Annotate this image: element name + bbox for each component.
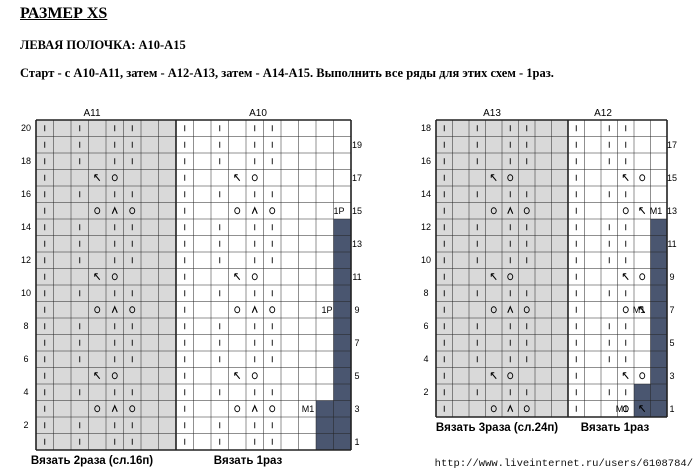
chart-label-a12: A12 xyxy=(594,108,612,119)
yarn-over-mark xyxy=(235,208,240,214)
no-stitch-cell xyxy=(334,252,352,269)
row-number: 1 xyxy=(354,437,360,447)
yarn-over-mark xyxy=(623,307,628,313)
annotation-m1: M1 xyxy=(632,305,646,315)
row-number: 17 xyxy=(666,140,678,150)
instructions-text: Старт - с А10-А11, затем - А12-А13, затем - А14-А15. Выполнить все ряды для этих схем - 1раз. xyxy=(20,66,554,80)
right-chart xyxy=(421,108,677,434)
no-stitch-cell xyxy=(651,351,668,368)
left-chart-grid xyxy=(36,120,351,450)
row-number: 15 xyxy=(351,206,363,216)
no-stitch-cell xyxy=(651,236,668,253)
no-stitch-cell xyxy=(334,335,352,352)
row-number: 5 xyxy=(669,338,675,348)
row-number: 4 xyxy=(423,354,429,364)
section-subtitle: ЛЕВАЯ ПОЛОЧКА: А10-А15 xyxy=(20,38,186,52)
double-decrease-mark xyxy=(252,208,257,214)
annotation-m1: M1 xyxy=(649,206,663,216)
row-number: 2 xyxy=(23,420,29,430)
row-number: 7 xyxy=(354,338,360,348)
row-number: 19 xyxy=(351,140,363,150)
caption-repeat: Вязать 2раза (сл.16п) xyxy=(30,455,154,467)
no-stitch-cell xyxy=(651,368,668,385)
no-stitch-cell xyxy=(334,219,352,236)
left-decrease-mark xyxy=(235,373,240,379)
row-number: 3 xyxy=(669,371,675,381)
left-decrease-mark xyxy=(623,175,628,181)
annotation-1p: 1P xyxy=(333,206,345,216)
yarn-over-mark xyxy=(640,373,645,379)
yarn-over-mark xyxy=(252,175,257,181)
row-number: 6 xyxy=(423,321,429,331)
no-stitch-cell xyxy=(334,269,352,286)
yarn-over-mark xyxy=(623,208,628,214)
caption-once: Вязать 1раз xyxy=(213,455,283,467)
yarn-over-mark xyxy=(640,175,645,181)
row-number: 2 xyxy=(423,387,429,397)
annotation-1p: 1P xyxy=(321,305,333,315)
right-chart-grid xyxy=(436,120,667,417)
row-number: 18 xyxy=(20,156,32,166)
row-number: 7 xyxy=(669,305,675,315)
no-stitch-cell xyxy=(651,318,668,335)
double-decrease-mark xyxy=(252,406,257,412)
left-decrease-mark xyxy=(235,274,240,280)
row-number: 11 xyxy=(352,272,362,282)
annotation-m1: M1 xyxy=(301,404,315,414)
no-stitch-cell xyxy=(334,285,352,302)
no-stitch-cell xyxy=(651,335,668,352)
row-number: 10 xyxy=(420,255,432,265)
yarn-over-mark xyxy=(270,406,275,412)
chart-label-a13: A13 xyxy=(483,108,501,119)
row-number: 16 xyxy=(20,189,32,199)
row-number: 14 xyxy=(20,222,32,232)
no-stitch-cell xyxy=(334,236,352,253)
yarn-over-mark xyxy=(235,307,240,313)
no-stitch-cell xyxy=(334,318,352,335)
yarn-over-mark xyxy=(270,307,275,313)
annotation-m1: M1 xyxy=(615,404,629,414)
yarn-over-mark xyxy=(270,208,275,214)
row-number: 5 xyxy=(354,371,360,381)
yarn-over-mark xyxy=(252,274,257,280)
chart-label-a11: A11 xyxy=(83,108,101,119)
no-stitch-cell xyxy=(334,351,352,368)
no-stitch-cell xyxy=(334,368,352,385)
watermark-url: http://www.liveinternet.ru/users/6108784/ xyxy=(434,458,693,470)
row-number: 17 xyxy=(351,173,363,183)
row-number: 9 xyxy=(669,272,675,282)
left-chart xyxy=(21,108,362,467)
row-number: 1 xyxy=(669,404,675,414)
yarn-over-mark xyxy=(640,274,645,280)
row-number: 15 xyxy=(666,173,678,183)
row-number: 12 xyxy=(420,222,432,232)
no-stitch-cell xyxy=(651,269,668,286)
no-stitch-cell xyxy=(651,302,668,319)
row-number: 20 xyxy=(20,123,32,133)
page-title: РАЗМЕР XS xyxy=(20,5,108,22)
no-stitch-cell xyxy=(651,252,668,269)
row-number: 18 xyxy=(420,123,432,133)
row-number: 9 xyxy=(354,305,360,315)
row-number: 14 xyxy=(420,189,432,199)
row-number: 8 xyxy=(23,321,29,331)
yarn-over-mark xyxy=(252,373,257,379)
no-stitch-cell xyxy=(651,285,668,302)
row-number: 16 xyxy=(420,156,432,166)
row-number: 11 xyxy=(667,239,677,249)
left-decrease-mark xyxy=(623,373,628,379)
row-number: 13 xyxy=(351,239,363,249)
caption-once: Вязать 1раз xyxy=(580,422,650,434)
chart-label-a10: A10 xyxy=(249,108,267,119)
left-decrease-mark xyxy=(235,175,240,181)
row-number: 13 xyxy=(666,206,678,216)
row-number: 4 xyxy=(23,387,29,397)
row-number: 6 xyxy=(23,354,29,364)
no-stitch-cell xyxy=(334,384,352,401)
caption-repeat: Вязать 3раза (сл.24п) xyxy=(435,422,559,434)
no-stitch-cell xyxy=(334,302,352,319)
left-decrease-mark xyxy=(623,274,628,280)
no-stitch-cell xyxy=(651,219,668,236)
yarn-over-mark xyxy=(235,406,240,412)
row-number: 8 xyxy=(423,288,429,298)
double-decrease-mark xyxy=(252,307,257,313)
row-number: 3 xyxy=(354,404,360,414)
left-decrease-mark xyxy=(640,208,645,214)
row-number: 12 xyxy=(20,255,32,265)
row-number: 10 xyxy=(20,288,32,298)
